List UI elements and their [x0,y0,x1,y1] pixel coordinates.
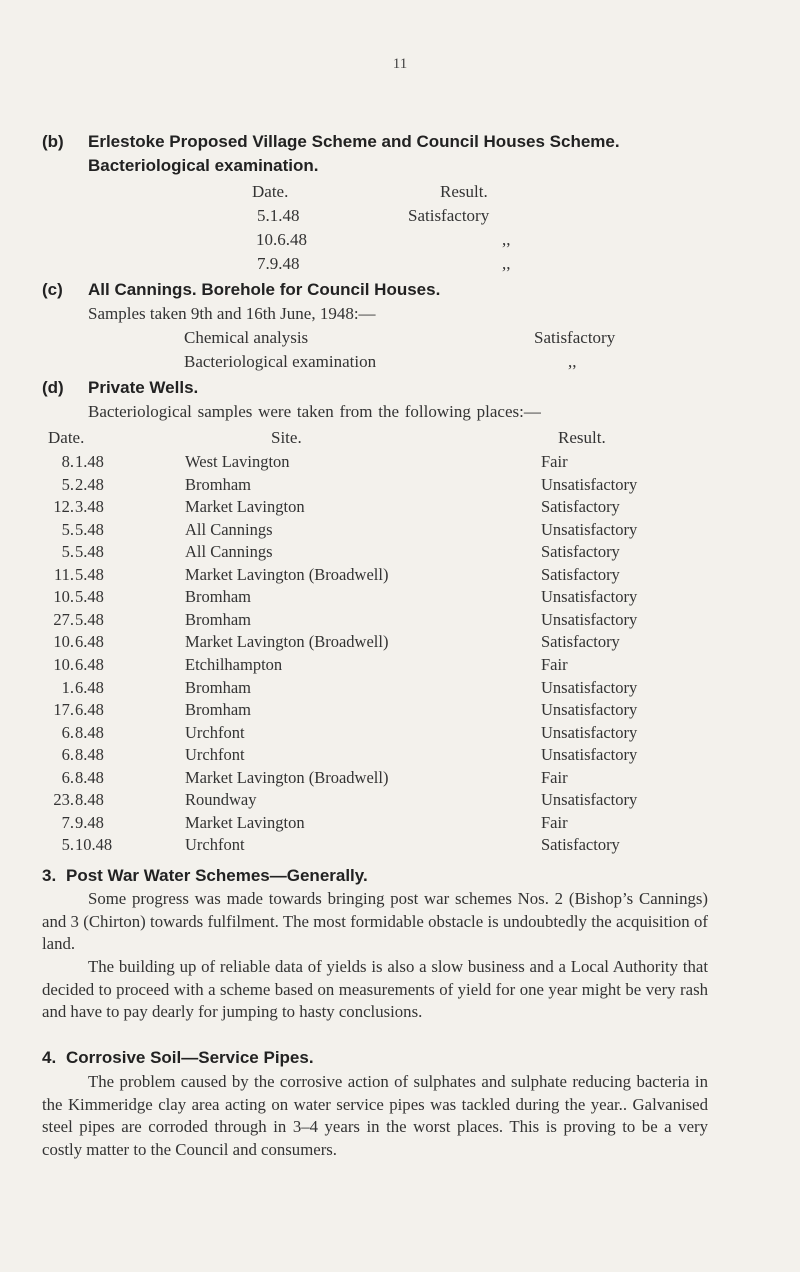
wells-table-date-month: 5.48 [75,609,104,629]
wells-table-date-month: 2.48 [75,474,104,494]
wells-table-result: Unsatisfactory [541,677,638,697]
section-b-title: Erlestoke Proposed Village Scheme and Council Houses Scheme. [88,132,620,151]
wells-table-date-month: 8.48 [75,745,104,765]
wells-table-result: Satisfactory [541,542,620,562]
wells-table-row [0,655,800,677]
wells-table-date-month: 6.48 [75,677,104,697]
section-b-date: 5.1.48 [257,206,300,225]
section-b-result: Satisfactory [408,206,490,225]
section-c-chemical-label: Chemical analysis [184,328,309,347]
section-3-paragraph-1: Some progress was made towards bringing post war schemes Nos. 2 (Bishop’s Cannings) and 3 (Chirton) towards fulfilment. The most formidable obstacle is undoubtedly the acquisition of land. [42,889,708,953]
wells-table-row [0,497,800,519]
wells-table-date-month: 6.48 [75,632,104,652]
wells-table-date-day: 1. [61,677,74,697]
wells-table-result: Unsatisfactory [541,700,638,720]
section-4-title: Corrosive Soil—Service Pipes. [66,1048,314,1067]
wells-table-result: Satisfactory [541,835,620,855]
wells-table-result: Unsatisfactory [541,609,638,629]
wells-table-date-day: 10. [53,654,74,674]
wells-table-date-month: 5.48 [75,587,104,607]
wells-table-date-day: 5. [61,519,74,539]
wells-table-date-day: 27. [53,609,74,629]
section-4-label: 4. [42,1048,57,1067]
wells-table-date-day: 5. [61,835,74,855]
wells-table-date-header: Date. [48,428,85,447]
wells-table-site: Market Lavington (Broadwell) [185,767,389,787]
wells-table-row [0,813,800,835]
wells-table-date-day: 7. [61,812,74,832]
wells-table-date-day: 5. [61,542,74,562]
section-3-title: Post War Water Schemes—Generally. [66,866,368,885]
wells-table-result: Unsatisfactory [541,745,638,765]
section-d-label: (d) [42,378,64,397]
wells-table-date-day: 5. [61,474,74,494]
section-3-label: 3. [42,866,57,885]
wells-table-result: Unsatisfactory [541,587,638,607]
section-c-bacteriological-result: ,, [568,352,577,371]
wells-table-date-day: 12. [53,497,74,517]
wells-table-row [0,520,800,542]
section-b-result-header: Result. [440,182,488,201]
wells-table-date-month: 3.48 [75,497,104,517]
wells-table-row [0,790,800,812]
section-b-result: ,, [502,230,511,249]
wells-table-date-day: 11. [53,564,74,584]
wells-table-result: Unsatisfactory [541,519,638,539]
wells-table-result: Unsatisfactory [541,474,638,494]
section-c-samples: Samples taken 9th and 16th June, 1948:— [88,304,376,323]
wells-table-site: Urchfont [185,745,245,765]
wells-table-row [0,745,800,767]
wells-table-row [0,678,800,700]
wells-table-date-day: 6. [61,767,74,787]
wells-table-site: All Cannings [185,519,273,539]
wells-table-site: Etchilhampton [185,654,283,674]
wells-table-row [0,632,800,654]
wells-table-site: Market Lavington [185,812,305,832]
wells-table-date-month: 9.48 [75,812,104,832]
wells-table-result: Satisfactory [541,632,620,652]
wells-table-row [0,700,800,722]
wells-table-date-day: 17. [53,700,74,720]
wells-table-date-month: 8.48 [75,767,104,787]
wells-table-date-month: 8.48 [75,790,104,810]
wells-table-site: Urchfont [185,835,245,855]
section-b-date: 7.9.48 [257,254,300,273]
section-c-label: (c) [42,280,63,299]
wells-table-row [0,835,800,857]
section-b-label: (b) [42,132,64,151]
wells-table-date-day: 6. [61,722,74,742]
wells-table-date-month: 5.48 [75,564,104,584]
page-number: 11 [392,56,408,72]
wells-table-date-month: 10.48 [75,835,113,855]
section-b-date: 10.6.48 [256,230,307,249]
wells-table-site-header: Site. [271,428,302,447]
wells-table-site: Bromham [185,700,251,720]
wells-table-row [0,723,800,745]
wells-table-row [0,565,800,587]
wells-table-result-header: Result. [558,428,606,447]
wells-table-date-month: 6.48 [75,654,104,674]
wells-table-date-month: 5.48 [75,542,104,562]
section-d-title: Private Wells. [88,378,199,397]
wells-table-date-day: 10. [53,587,74,607]
wells-table-result: Fair [541,767,568,787]
wells-table-date-month: 1.48 [75,452,104,471]
wells-table-site: Urchfont [185,722,245,742]
section-b-result: ,, [502,254,511,273]
wells-table-result: Unsatisfactory [541,722,638,742]
section-4-paragraph-1: The problem caused by the corrosive action of sulphates and sulphate reducing bacteria in the Kimmeridge clay area acting on water service pipes was tackled during the year.. Galvanised steel pipes are corroded through in 3–4 years in the worst places. This is proving to be a very costly matter to the Council and consumers. [42,1072,708,1159]
wells-table-site: Market Lavington [185,497,305,517]
wells-table-site: West Lavington [185,452,290,471]
wells-table-row [0,542,800,564]
section-b-date-header: Date. [252,182,289,201]
wells-table-result: Fair [541,452,568,471]
section-3-paragraph-2: The building up of reliable data of yields is also a slow business and a Local Authority that decided to proceed with a scheme based on measurements of yield for one year might be very rash and have to pay dearly for jumping to hasty conclusions. [42,957,708,1021]
wells-table-row [0,452,800,474]
wells-table-row [0,587,800,609]
wells-table-row [0,475,800,497]
wells-table-date-day: 8. [61,452,74,471]
wells-table-site: Market Lavington (Broadwell) [185,564,389,584]
section-c-title: All Cannings. Borehole for Council Houses. [88,280,441,299]
wells-table-site: All Cannings [185,542,273,562]
wells-table-site: Market Lavington (Broadwell) [185,632,389,652]
wells-table-site: Bromham [185,474,251,494]
wells-table-site: Bromham [185,587,251,607]
wells-table-date-day: 6. [61,745,74,765]
wells-table-row [0,768,800,790]
wells-table-site: Bromham [185,609,251,629]
wells-table-date-day: 10. [53,632,74,652]
wells-table-date-month: 8.48 [75,722,104,742]
section-d-intro: Bacteriological samples were taken from the following places:— [88,402,541,421]
section-c-bacteriological-label: Bacteriological examination [184,352,377,371]
wells-table-site: Roundway [185,790,257,810]
wells-table-result: Fair [541,812,568,832]
wells-table-result: Satisfactory [541,564,620,584]
section-b-subtitle: Bacteriological examination. [88,156,319,175]
wells-table-result: Fair [541,654,568,674]
wells-table-date-month: 5.48 [75,519,104,539]
section-c-chemical-result: Satisfactory [534,328,616,347]
wells-table-result: Satisfactory [541,497,620,517]
wells-table-row [0,610,800,632]
wells-table-site: Bromham [185,677,251,697]
wells-table-date-month: 6.48 [75,700,104,720]
wells-table-result: Unsatisfactory [541,790,638,810]
wells-table-date-day: 23. [53,790,74,810]
